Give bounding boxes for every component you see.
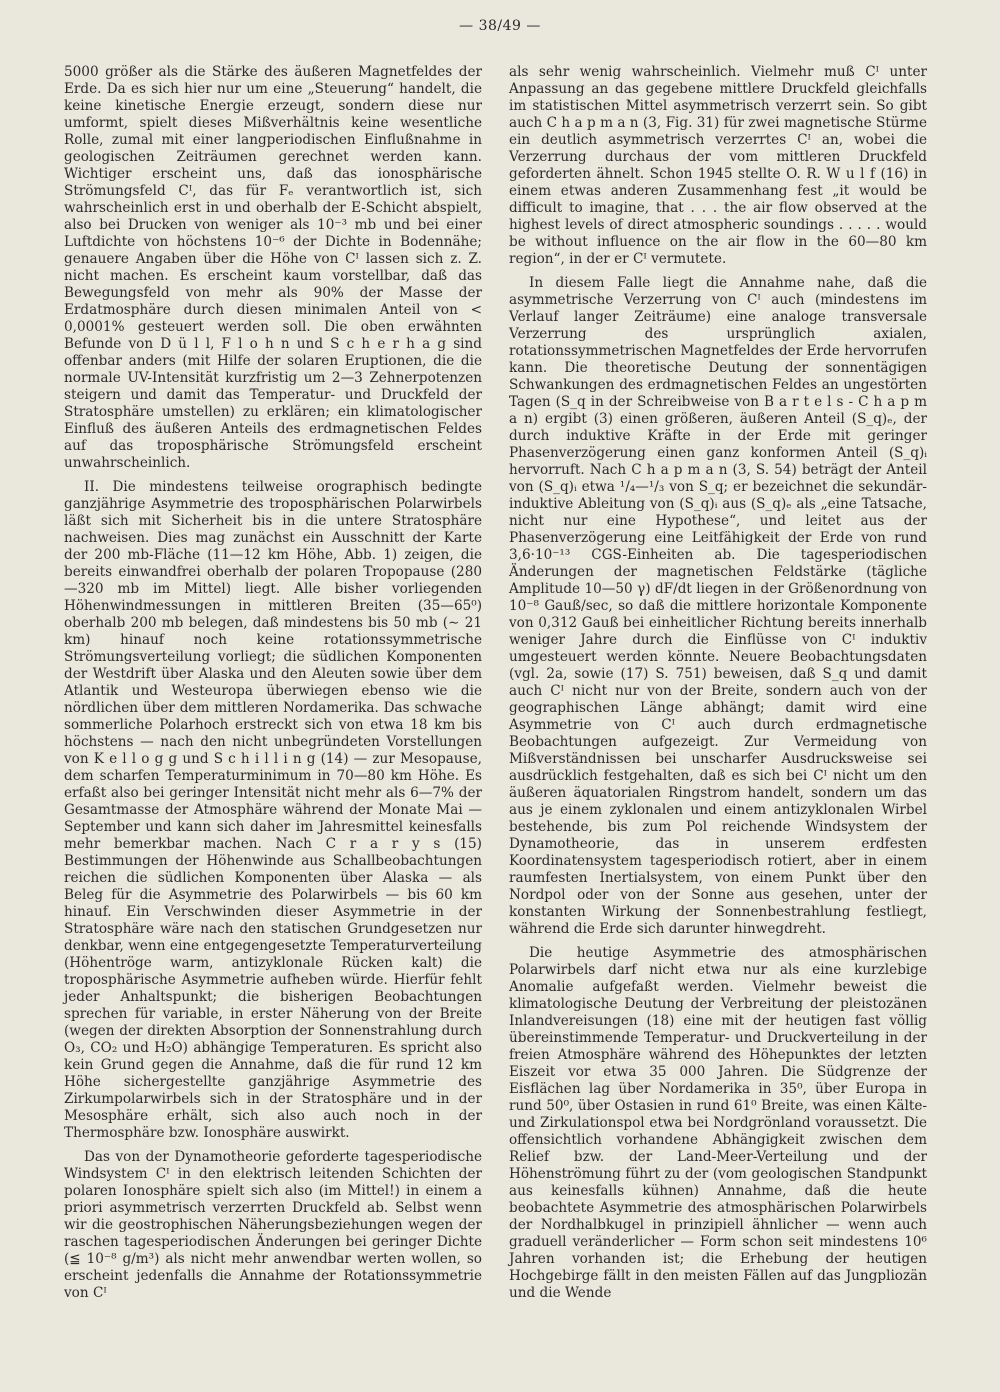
left-text-column [64, 64, 482, 1309]
paragraph: als sehr wenig wahrscheinlich. Vielmehr muß Cᴵ unter Anpassung an das gegebene mittlere Druckfeld gleichfalls im statistischen Mittel asymmetrisch verzerrt sein. So gibt auch C h a p m a n (3, Fig. 31) für zwei magnetische Stürme ein deutlich asymmetrisch verzerrtes Cᴵ an, wobei die Verzerrung durchaus der vom mittleren Druckfeld geforderten ähnelt. Schon 1945 stellte O. R. W u l f (16) in einem etwas anderen Zusammenhang fest „it would be difficult to imagine, that . . . the air flow observed at the highest levels of direct atmospheric soundings . . . . . would be without influence on the air flow in the 60—80 km region“, in der er Cᴵ vermutete. [509, 64, 927, 267]
paragraph: II. Die mindestens teilweise orographisch bedingte ganzjährige Asymmetrie des troposphärischen Polarwirbels läßt sich mit Sicherheit bis in die untere Stratosphäre nachweisen. Dies mag zunächst ein Ausschnitt der Karte der 200 mb-Fläche (11—12 km Höhe, Abb. 1) zeigen, die bereits einwandfrei oberhalb der polaren Tropopause (280—320 mb im Mittel) liegt. Alle bisher vorliegenden Höhenwindmessungen in mittleren Breiten (35—65⁰) oberhalb 200 mb belegen, daß mindestens bis 50 mb (∼ 21 km) hinauf noch keine rotationssymmetrische Strömungsverteilung vorliegt; die südlichen Komponenten der Westdrift über Alaska und den Aleuten sowie über dem Atlantik und Westeuropa überwiegen ebenso wie die nördlichen über dem mittleren Nordamerika. Das schwache sommerliche Polarhoch erstreckt sich von etwa 18 km bis höchstens — nach den nicht unbegründeten Vorstellungen von K e l l o g g und S c h i l l i n g (14) — zur Mesopause, dem scharfen Temperaturminimum in 70—80 km Höhe. Es erfaßt also bei geringer Intensität nicht mehr als 6—7% der Gesamtmasse der Atmosphäre während der Monate Mai — September und kann sich daher im Jahresmittel keinesfalls mehr bemerkbar machen. Nach C r a r y s (15) Bestimmungen der Höhenwinde aus Schallbeobachtungen reichen die südlichen Komponenten über Alaska — als Beleg für die Asymmetrie des Polarwirbels — bis 60 km hinauf. Ein Verschwinden dieser Asymmetrie in der Stratosphäre wäre nach den statischen Grundgesetzen nur denkbar, wenn eine entgegengesetzte Temperaturverteilung (Höhentröge warm, antizyklonale Rücken kalt) die troposphärische Asymmetrie aufheben würde. Hierfür fehlt jeder Anhaltspunkt; die bisherigen Beobachtungen sprechen für variable, in erster Näherung von der Breite (wegen der direkten Absorption der Sonnenstrahlung durch O₃, CO₂ und H₂O) abhängige Temperaturen. Es spricht also kein Grund gegen die Annahme, daß die für rund 12 km Höhe sichergestellte ganzjährige Asymmetrie des Zirkumpolarwirbels sich in der Stratosphäre und in der Mesosphäre erhält, sich also auch noch in der Thermosphäre bzw. Ionosphäre auswirkt. [64, 479, 482, 1141]
paragraph: Das von der Dynamotheorie geforderte tagesperiodische Windsystem Cᴵ in den elektrisch leitenden Schichten der polaren Ionosphäre spielt sich also (im Mittel!) in einem a priori asymmetrisch verzerrten Druckfeld ab. Selbst wenn wir die geostrophischen Näherungsbeziehungen wegen der raschen tagesperiodischen Änderungen bei geringer Dichte (≦ 10⁻⁸ g/m³) als nicht mehr anwendbar werten wollen, so erscheint jedenfalls die Annahme der Rotationssymmetrie von Cᴵ [64, 1149, 482, 1301]
paragraph: 5000 größer als die Stärke des äußeren Magnetfeldes der Erde. Da es sich hier nur um eine „Steuerung“ handelt, die keine kinetische Energie erzeugt, sondern diese nur umformt, spielt dieses Mißverhältnis keine wesentliche Rolle, zumal mit einer langperiodischen Einflußnahme in geologischen Zeiträumen gerechnet werden kann. Wichtiger erscheint uns, daß das ionosphärische Strömungsfeld Cᴵ, das für Fₑ verantwortlich ist, sich wahrscheinlich erst in und oberhalb der E-Schicht abspielt, also bei Drucken von weniger als 10⁻³ mb und bei einer Luftdichte von höchstens 10⁻⁶ der Dichte in Bodennähe; genauere Angaben über die Höhe von Cᴵ lassen sich z. Z. nicht machen. Es erscheint kaum vorstellbar, daß das Bewegungsfeld von mehr als 90% der Masse der Erdatmosphäre durch diesen minimalen Anteil von < 0,0001% gesteuert werden soll. Die oben erwähnten Befunde von D ü l l, F l o h n und S c h e r h a g sind offenbar anders (mit Hilfe der solaren Eruptionen, die die normale UV-Intensität kurzfristig um 2—3 Zehnerpotenzen steigern und damit das Temperatur- und Druckfeld der Stratosphäre umstellen) zu erklären; ein klimatologischer Einfluß des äußeren Anteils des erdmagnetischen Feldes auf das troposphärische Strömungsfeld erscheint unwahrscheinlich. [64, 64, 482, 471]
paragraph: In diesem Falle liegt die Annahme nahe, daß die asymmetrische Verzerrung von Cᴵ auch (mindestens im Verlauf langer Zeiträume) eine analoge transversale Verzerrung des ursprünglich axialen, rotationssymmetrischen Magnetfeldes der Erde hervorrufen kann. Die theoretische Deutung der sonnentägigen Schwankungen des erdmagnetischen Feldes an ungestörten Tagen (S_q in der Schreibweise von B a r t e l s - C h a p m a n) ergibt (3) einen größeren, äußeren Anteil (S_q)ₑ, der durch induktive Kräfte in der Erde mit geringer Phasenverzögerung einen ganz konformen Anteil (S_q)ᵢ hervorruft. Nach C h a p m a n (3, S. 54) beträgt der Anteil von (S_q)ᵢ etwa ¹/₄—¹/₃ von S_q; er bezeichnet die sekundär-induktive Ableitung von (S_q)ᵢ aus (S_q)ₑ als „eine Tatsache, nicht nur eine Hypothese“, und leitet aus der Phasenverzögerung eine Leitfähigkeit der Erde von rund 3,6·10⁻¹³ CGS-Einheiten ab. Die tagesperiodischen Änderungen der magnetischen Feldstärke (tägliche Amplitude 10—50 γ) dF/dt liegen in der Größenordnung von 10⁻⁸ Gauß/sec, so daß die mittlere horizontale Komponente von 0,312 Gauß bei einheitlicher Richtung bereits innerhalb weniger Jahre durch die Einflüsse von Cᴵ induktiv umgesteuert werden könnte. Neuere Beobachtungsdaten (vgl. 2a, sowie (17) S. 751) beweisen, daß S_q und damit auch Cᴵ nicht nur von der Breite, sondern auch von der geographischen Länge abhängt; damit wird eine Asymmetrie von Cᴵ auch durch erdmagnetische Beobachtungen aufgezeigt. Zur Vermeidung von Mißverständnissen bei unscharfer Ausdrucksweise sei ausdrücklich festgehalten, daß es sich bei Cᴵ nicht um den äußeren äquatorialen Ringstrom handelt, sondern um das aus je einem zyklonalen und einem antizyklonalen Wirbel bestehende, bis zum Pol reichende Windsystem der Dynamotheorie, das in unserem erdfesten Koordinatensystem tagesperiodisch rotiert, aber in einem raumfesten Inertialsystem, von einem Punkt über den Nordpol oder von der Sonne aus gesehen, unter der konstanten Wirkung der Sonnenbestrahlung festliegt, während die Erde sich darunter hinwegdreht. [509, 275, 927, 937]
page-number: — 38/49 — [459, 18, 541, 34]
right-text-column [509, 64, 927, 1309]
paragraph: Die heutige Asymmetrie des atmosphärischen Polarwirbels darf nicht etwa nur als eine kurzlebige Anomalie aufgefaßt werden. Vielmehr beweist die klimatologische Deutung der Verbreitung der pleistozänen Inlandvereisungen (18) eine mit der heutigen fast völlig übereinstimmende Temperatur- und Druckverteilung in der freien Atmosphäre während des Höhepunktes der letzten Eiszeit vor etwa 35 000 Jahren. Die Südgrenze der Eisflächen lag über Nordamerika in 35⁰, über Europa in rund 50⁰, über Ostasien in rund 61⁰ Breite, was einen Kälte- und Zirkulationspol etwa bei Nordgrönland voraussetzt. Die offensichtlich vorhandene Abhängigkeit zwischen dem Relief bzw. der Land-Meer-Verteilung und der Höhenströmung führt zu der (vom geologischen Standpunkt aus keinesfalls kühnen) Annahme, daß die heute beobachtete Asymmetrie des atmosphärischen Polarwirbels der Nordhalbkugel in prinzipiell ähnlicher — wenn auch graduell veränderlicher — Form schon seit mindestens 10⁶ Jahren vorhanden ist; die Erhebung der heutigen Hochgebirge fällt in den meisten Fällen auf das Jungpliozän und die Wende [509, 945, 927, 1301]
